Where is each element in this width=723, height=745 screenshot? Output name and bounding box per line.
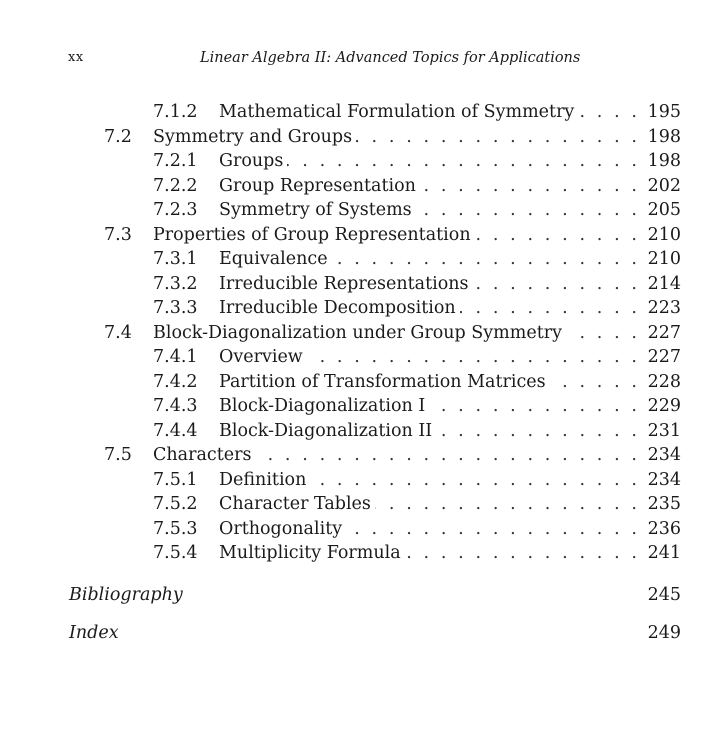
toc-subsection-row[interactable] — [0, 296, 723, 321]
toc-entry-number: 7.3.1 — [153, 249, 198, 269]
toc-entry-text — [219, 198, 637, 223]
toc-entry-title: Partition of Transformation Matrices — [219, 371, 546, 392]
toc-entry-title: Block-Diagonalization I — [219, 396, 426, 416]
toc-entry-number: 7.1.2 — [153, 102, 198, 122]
toc-entry-text — [219, 174, 637, 199]
toc-entry-text — [219, 149, 637, 174]
dot-leader — [550, 370, 637, 395]
toc-entry-number: 7.5.3 — [153, 518, 198, 539]
toc-entry-page: 210 — [647, 249, 681, 269]
toc-entry-title: Definition — [219, 469, 307, 490]
page-number: xx — [68, 50, 84, 65]
bibliography-page: 245 — [647, 585, 681, 605]
toc-section-row[interactable] — [0, 321, 723, 346]
toc-entry-title: Block-Diagonalization under Group Symmetry — [153, 322, 563, 343]
running-head — [0, 50, 723, 70]
toc-entry-title: Orthogonality — [219, 518, 343, 539]
toc-entry-text — [219, 272, 637, 297]
dot-leader — [416, 198, 637, 223]
toc-entry-text — [153, 321, 637, 346]
toc-entry-text — [219, 517, 637, 542]
toc-entry-text — [219, 345, 637, 370]
toc-entry-title: Symmetry of Systems — [219, 200, 412, 220]
toc-entry-text — [219, 419, 637, 444]
toc-entry-title: Symmetry and Groups — [153, 126, 353, 147]
dot-leader — [356, 125, 637, 150]
dot-leader — [475, 223, 637, 248]
toc-entry-number: 7.5 — [104, 445, 132, 465]
toc-entry-title: Irreducible Representations — [219, 273, 469, 294]
toc-entry-text — [219, 394, 637, 419]
toc-entry-text — [219, 247, 637, 272]
index-page: 249 — [647, 623, 681, 643]
toc-entry-title: Character Tables — [219, 494, 371, 514]
toc-subsection-row[interactable] — [0, 468, 723, 493]
toc-entry-title: Multiplicity Formula — [219, 543, 401, 563]
toc-entry-text — [219, 492, 637, 517]
toc-entry-number: 7.5.4 — [153, 543, 198, 563]
toc-entry-bibliography[interactable] — [0, 582, 723, 608]
dot-leader — [420, 174, 637, 199]
toc-entry-number: 7.2 — [104, 126, 132, 147]
table-of-contents — [0, 100, 723, 566]
dot-leader — [307, 345, 637, 370]
toc-entry-number: 7.3 — [104, 224, 132, 245]
toc-entry-text — [153, 223, 637, 248]
toc-entry-title: Mathematical Formulation of Symmetry — [219, 102, 575, 122]
toc-entry-number: 7.4.3 — [153, 396, 198, 416]
toc-subsection-row[interactable] — [0, 247, 723, 272]
dot-leader — [332, 247, 637, 272]
toc-entry-page: 241 — [647, 543, 681, 563]
toc-section-row[interactable] — [0, 125, 723, 150]
toc-entry-page: 231 — [647, 420, 681, 441]
toc-entry-page: 210 — [647, 224, 681, 245]
toc-entry-number: 7.4 — [104, 322, 132, 343]
toc-entry-text — [219, 468, 637, 493]
toc-entry-number: 7.4.4 — [153, 420, 198, 441]
toc-entry-page: 202 — [647, 175, 681, 196]
toc-entry-title: Characters — [153, 445, 252, 465]
toc-subsection-row[interactable] — [0, 198, 723, 223]
toc-entry-page: 234 — [647, 469, 681, 490]
dot-leader — [255, 443, 637, 468]
dot-leader — [566, 321, 637, 346]
dot-leader — [429, 394, 637, 419]
toc-entry-number: 7.3.2 — [153, 273, 198, 294]
toc-entry-title: Irreducible Decomposition — [219, 298, 456, 318]
toc-entry-text — [153, 443, 637, 468]
toc-entry-page: 234 — [647, 445, 681, 465]
toc-entry-title: Overview — [219, 347, 303, 367]
toc-entry-number: 7.2.3 — [153, 200, 198, 220]
dot-leader — [375, 492, 637, 517]
toc-subsection-row[interactable] — [0, 517, 723, 542]
dot-leader — [346, 517, 637, 542]
toc-entry-text — [219, 296, 637, 321]
toc-entry-page: 214 — [647, 273, 681, 294]
toc-entry-index[interactable] — [0, 620, 723, 646]
toc-entry-page: 227 — [647, 322, 681, 343]
toc-entry-number: 7.4.2 — [153, 371, 198, 392]
toc-subsection-row[interactable] — [0, 492, 723, 517]
index-title: Index — [69, 623, 119, 643]
toc-entry-number: 7.2.1 — [153, 151, 198, 171]
toc-entry-page: 229 — [647, 396, 681, 416]
toc-section-row[interactable] — [0, 223, 723, 248]
toc-subsection-row[interactable] — [0, 394, 723, 419]
toc-entry-text — [219, 370, 637, 395]
toc-subsection-row[interactable] — [0, 149, 723, 174]
dot-leader — [473, 272, 637, 297]
dot-leader — [287, 149, 637, 174]
toc-entry-title: Equivalence — [219, 249, 328, 269]
toc-section-row[interactable] — [0, 443, 723, 468]
dot-leader — [310, 468, 637, 493]
toc-subsection-row[interactable] — [0, 541, 723, 566]
toc-entry-text — [219, 541, 637, 566]
toc-entry-text — [219, 100, 637, 125]
toc-entry-page: 205 — [647, 200, 681, 220]
toc-entry-number: 7.5.2 — [153, 494, 198, 514]
toc-entry-number: 7.4.1 — [153, 347, 198, 367]
toc-entry-page: 235 — [647, 494, 681, 514]
toc-entry-number: 7.3.3 — [153, 298, 198, 318]
toc-entry-page: 198 — [647, 126, 681, 147]
toc-subsection-row[interactable] — [0, 345, 723, 370]
toc-entry-page: 195 — [647, 102, 681, 122]
book-title: Linear Algebra II: Advanced Topics for Applications — [200, 50, 581, 66]
toc-subsection-row[interactable] — [0, 174, 723, 199]
toc-subsection-row[interactable] — [0, 419, 723, 444]
dot-leader — [436, 419, 637, 444]
toc-entry-title: Properties of Group Representation — [153, 224, 471, 245]
toc-entry-page: 223 — [647, 298, 681, 318]
toc-entry-title: Block-Diagonalization II — [219, 420, 433, 441]
dot-leader — [405, 541, 637, 566]
toc-entry-page: 236 — [647, 518, 681, 539]
toc-entry-page: 198 — [647, 151, 681, 171]
toc-subsection-row[interactable] — [0, 100, 723, 125]
toc-entry-title: Group Representation — [219, 175, 416, 196]
toc-entry-page: 227 — [647, 347, 681, 367]
bibliography-title: Bibliography — [69, 585, 183, 605]
toc-entry-text — [153, 125, 637, 150]
toc-subsection-row[interactable] — [0, 370, 723, 395]
toc-entry-page: 228 — [647, 371, 681, 392]
dot-leader — [460, 296, 637, 321]
toc-entry-number: 7.5.1 — [153, 469, 198, 490]
toc-subsection-row[interactable] — [0, 272, 723, 297]
toc-entry-number: 7.2.2 — [153, 175, 198, 196]
toc-entry-title: Groups — [219, 151, 284, 171]
dot-leader — [578, 100, 637, 125]
